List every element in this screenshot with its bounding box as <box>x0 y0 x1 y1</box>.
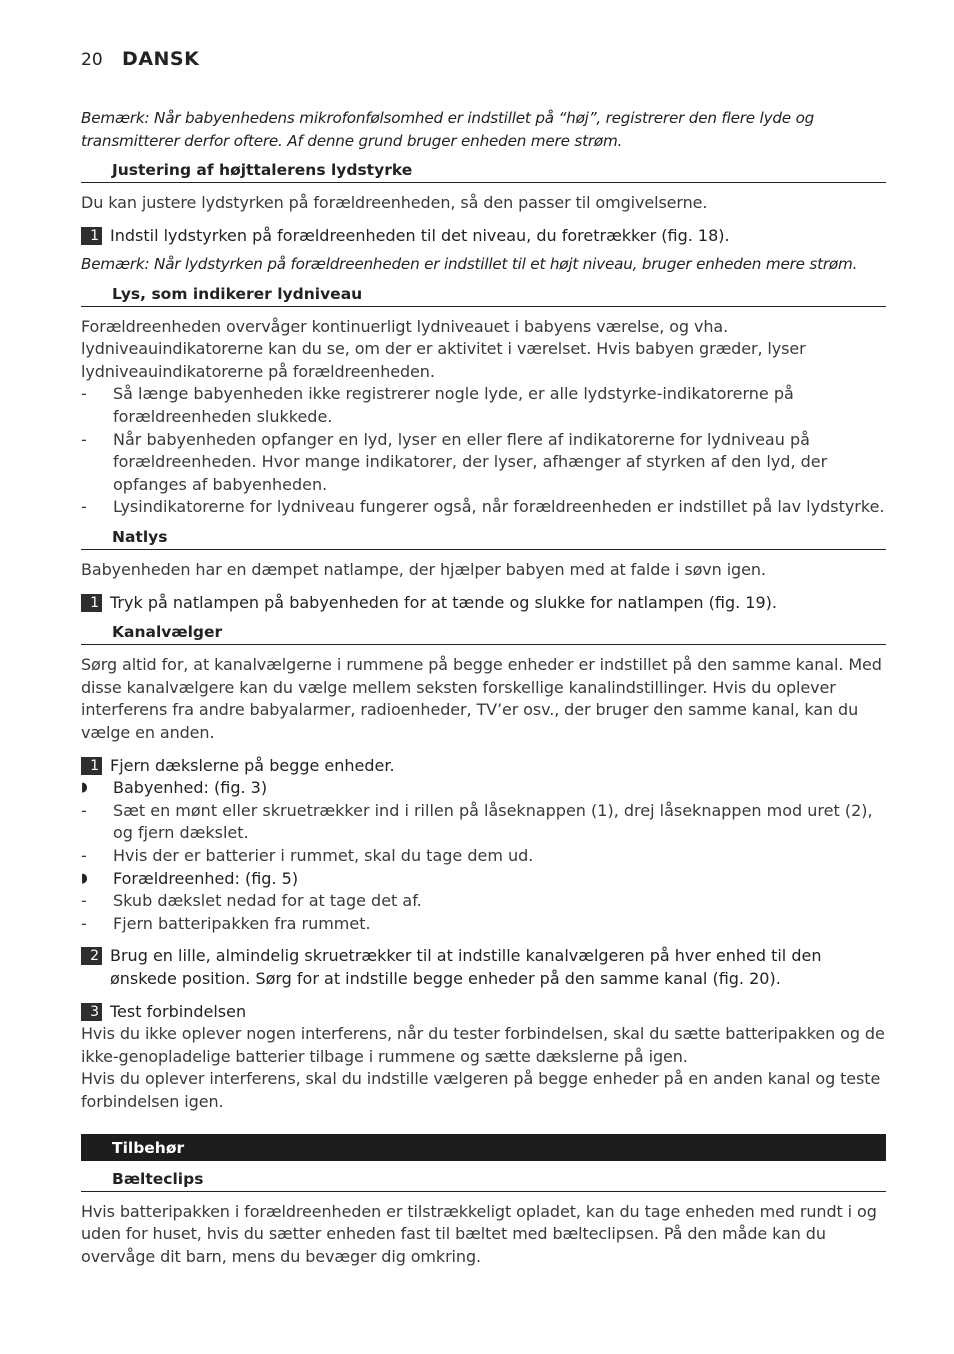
speaker-volume-intro: Du kan justere lydstyrken på forældreenheden, så den passer til omgivelserne. <box>81 193 708 212</box>
step-text: Test forbindelsen <box>110 1001 247 1021</box>
triangle-bullet-icon: ◗ <box>81 870 88 886</box>
step-number-badge: 3 <box>81 1003 102 1021</box>
channel-result-2: Hvis du oplever interferens, skal du indstille vælgeren på begge enheder på en anden kanal og teste forbindelsen igen. <box>81 1069 881 1111</box>
note-mic-sensitivity: Bemærk: Når babyenhedens mikrofonfølsomhed er indstillet på “høj”, registrerer den flere lyde og transmitterer derfor oftere. Af denne grund bruger enheden mere strøm. <box>81 109 815 150</box>
speaker-volume-step-1 <box>81 225 886 248</box>
page-header <box>81 48 199 70</box>
nightlight-intro: Babyenheden har en dæmpet natlampe, der hjælper babyen med at falde i søvn igen. <box>81 560 766 580</box>
list-item-text: Lysindikatorerne for lydniveau fungerer også, når forældreenheden er indstillet på lav lydstyrke. <box>113 497 885 517</box>
nightlight-step-1 <box>81 592 886 615</box>
page-content <box>81 107 886 1268</box>
list-item <box>81 913 886 936</box>
list-item-text: Sæt en mønt eller skruetrækker ind i rillen på låseknappen (1), drej låseknappen mod uret (2), og fjern dækslet. <box>113 800 873 843</box>
dash-marker: - <box>81 913 87 933</box>
heading-belt-clip: Bælteclips <box>81 1168 886 1192</box>
list-item-text: Babyenhed: (fig. 3) <box>113 778 268 798</box>
dash-marker: - <box>81 384 87 404</box>
list-item <box>81 496 886 519</box>
list-item-text: Hvis der er batterier i rummet, skal du tage dem ud. <box>113 845 534 865</box>
step-number-badge: 1 <box>81 757 102 775</box>
channel-intro: Sørg altid for, at kanalvælgerne i rummene på begge enheder er indstillet på den samme kanal. Med disse kanalvælgere kan du vælge mellem seksten forskellige kanalindstillinger. Hvis du oplever interferens fra andre babyalarmer, radioenheder, TV’er osv., der bruger den samme kanal, kan du vælge en anden. <box>81 655 882 742</box>
triangle-bullet-icon: ◗ <box>81 780 88 796</box>
dash-marker: - <box>81 800 87 820</box>
heading-speaker-volume: Justering af højttalerens lydstyrke <box>81 159 886 183</box>
sound-lights-intro: Forældreenheden overvåger kontinuerligt lydniveauet i babyens værelse, og vha. lydniveauindikatorerne kan du se, om der er aktivitet i værelset. Hvis babyen græder, lyser lydniveauindikatorerne på forældreenheden. <box>81 316 806 381</box>
note-volume: Bemærk: Når lydstyrken på forældreenheden er indstillet til et højt niveau, bruger enheden mere strøm. <box>81 255 858 274</box>
baby-unit-label <box>81 777 886 800</box>
channel-step-3 <box>81 1001 886 1024</box>
belt-clip-text: Hvis batteripakken i forældreenheden er tilstrækkeligt opladet, kan du tage enheden med rundt i og uden for huset, hvis du sætter enheden fast til bæltet med bælteclipsen. På den måde kan du overvåge dit barn, mens du bevæger dig omkring. <box>81 1201 877 1266</box>
channel-result-1: Hvis du ikke oplever nogen interferens, når du tester forbindelsen, skal du sætte batteripakken og de ikke-genopladelige batterier tilbage i rummene og sætte dækslerne på igen. <box>81 1024 885 1066</box>
list-item-text: Når babyenheden opfanger en lyd, lyser en eller flere af indikatorerne for lydniveau på forældreenheden. Hvor mange indikatorer, der lyser, afhænger af styrken af den lyd, der opfanges af babyenheden. <box>113 429 828 494</box>
dash-marker: - <box>81 845 87 865</box>
channel-step-2 <box>81 945 886 990</box>
list-item <box>81 800 886 845</box>
step-text: Brug en lille, almindelig skruetrækker til at indstille kanalvælgeren på hver enhed til den ønskede position. Sørg for at indstille begge enheder på den samme kanal (fig. 20). <box>110 946 822 988</box>
language-label: DANSK <box>122 48 200 70</box>
list-item <box>81 890 886 913</box>
dash-marker: - <box>81 891 87 911</box>
step-number-badge: 1 <box>81 594 102 612</box>
heading-channel: Kanalvælger <box>81 621 886 645</box>
step-number-badge: 2 <box>81 947 102 965</box>
channel-step-1 <box>81 755 886 778</box>
list-item-text: Forældreenhed: (fig. 5) <box>113 868 299 888</box>
dash-marker: - <box>81 429 87 449</box>
list-item <box>81 383 886 428</box>
step-text: Indstil lydstyrken på forældreenheden til det niveau, du foretrækker (fig. 18). <box>110 225 730 245</box>
step-text: Fjern dækslerne på begge enheder. <box>110 755 395 775</box>
heading-accessories: Tilbehør <box>81 1134 886 1161</box>
heading-nightlight: Natlys <box>81 526 886 550</box>
heading-sound-lights: Lys, som indikerer lydniveau <box>81 283 886 307</box>
step-number-badge: 1 <box>81 227 102 245</box>
list-item <box>81 429 886 497</box>
list-item <box>81 845 886 868</box>
parent-unit-label <box>81 868 886 891</box>
list-item-text: Skub dækslet nedad for at tage det af. <box>113 891 422 911</box>
list-item-text: Så længe babyenheden ikke registrerer nogle lyde, er alle lydstyrke-indikatorerne på forældreenheden slukkede. <box>113 384 794 427</box>
step-text: Tryk på natlampen på babyenheden for at tænde og slukke for natlampen (fig. 19). <box>110 592 777 612</box>
page-number: 20 <box>81 50 103 70</box>
list-item-text: Fjern batteripakken fra rummet. <box>113 913 371 933</box>
dash-marker: - <box>81 497 87 517</box>
